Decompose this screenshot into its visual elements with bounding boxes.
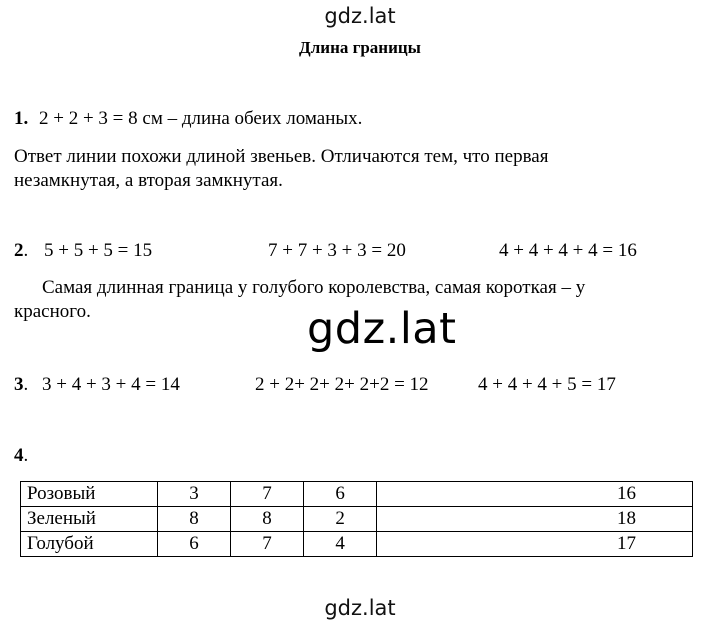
watermark-top: gdz.lat: [324, 4, 396, 28]
table-cell-total: 16: [377, 482, 693, 507]
perimeter-table: [20, 481, 693, 557]
table-cell: 7: [231, 482, 304, 507]
table-cell-total: 17: [377, 532, 693, 557]
task2-expression-3: 4 + 4 + 4 + 4 = 16: [499, 240, 637, 261]
task2-number: 2: [14, 240, 24, 261]
table-cell: 6: [304, 482, 377, 507]
table-row: [21, 482, 693, 507]
table-cell-total: 18: [377, 507, 693, 532]
task4-number-line: [14, 445, 28, 467]
table-cell: 4: [304, 532, 377, 557]
task1-expression: 2 + 2 + 3 = 8 см – длина обеих ломаных.: [39, 108, 363, 129]
table-cell: 8: [158, 507, 231, 532]
task3-expression-3: 4 + 4 + 4 + 5 = 17: [478, 374, 616, 395]
task2-expression-2: 7 + 7 + 3 + 3 = 20: [268, 240, 406, 261]
row-color-name: Розовый: [21, 482, 158, 507]
page-title: Длина границы: [299, 38, 421, 57]
task1-line: [14, 108, 362, 130]
task3-number-dot: .: [23, 374, 29, 395]
table-cell: 7: [231, 532, 304, 557]
task2-text-line1: Самая длинная граница у голубого королевства, самая короткая – у: [42, 277, 586, 298]
table-row: [21, 507, 693, 532]
task2-text-line2: красного.: [14, 301, 91, 322]
task2-number-line: [14, 240, 28, 262]
task1-answer-line1: Ответ линии похожи длиной звеньев. Отличаются тем, что первая: [14, 146, 549, 167]
task3-expression-2: 2 + 2+ 2+ 2+ 2+2 = 12: [255, 374, 429, 395]
task2-expression-1: 5 + 5 + 5 = 15: [44, 240, 153, 261]
task4-number-dot: .: [23, 445, 29, 466]
task3-number: 3: [14, 374, 24, 395]
task3-expression-1: 3 + 4 + 3 + 4 = 14: [42, 374, 180, 395]
task2-number-dot: .: [23, 240, 29, 261]
task3-number-line: [14, 374, 28, 396]
table-row: [21, 532, 693, 557]
task1-answer-line2: незамкнутая, а вторая замкнутая.: [14, 170, 283, 191]
table-cell: 2: [304, 507, 377, 532]
row-color-name: Голубой: [21, 532, 158, 557]
task1-number: 1.: [14, 108, 29, 129]
task4-number: 4: [14, 445, 24, 466]
watermark-middle: gdz.lat: [307, 304, 457, 354]
watermark-bottom: gdz.lat: [324, 596, 396, 620]
table-cell: 3: [158, 482, 231, 507]
table-cell: 8: [231, 507, 304, 532]
row-color-name: Зеленый: [21, 507, 158, 532]
table-cell: 6: [158, 532, 231, 557]
